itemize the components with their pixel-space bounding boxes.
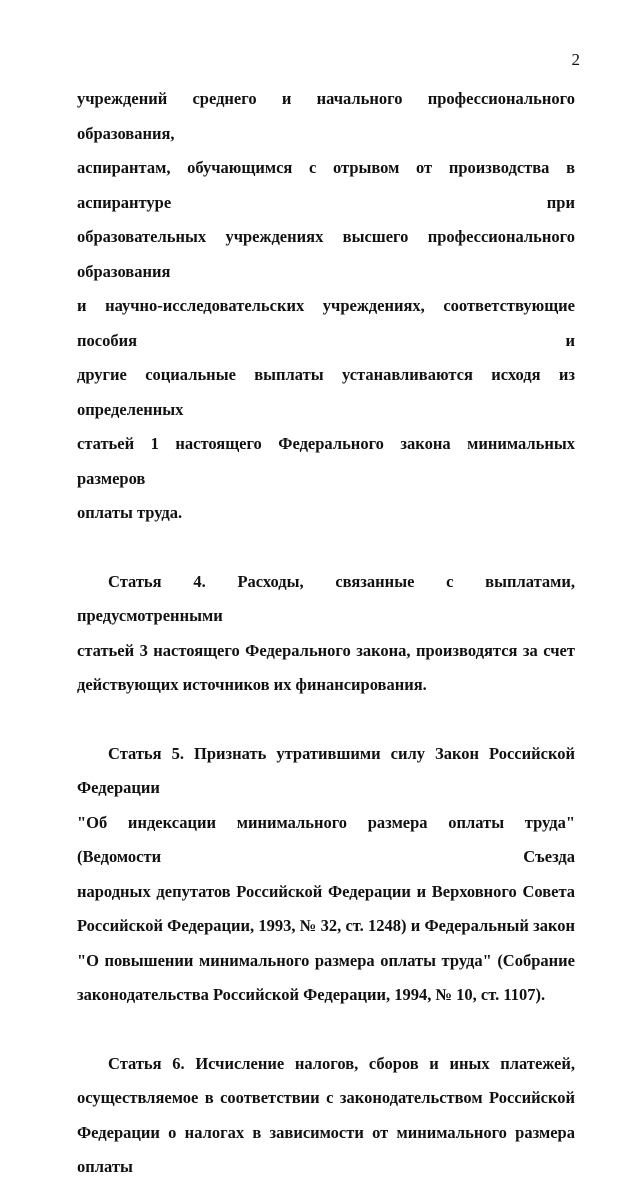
- text-line: статьей 1 настоящего Федерального закона минимальных размеров: [77, 434, 575, 488]
- text-line: "О повышении минимального размера оплаты труда" (Собрание: [77, 950, 575, 970]
- text-line: "Об индексации минимального размера оплаты труда"(Ведомости Съезда: [77, 812, 575, 866]
- article-4-label: Статья 4.: [108, 571, 206, 591]
- page-number: 2: [571, 50, 580, 69]
- text-line: статьей 3 настоящего Федерального закона, производятся за счет: [77, 640, 575, 660]
- text-line: образовательных учреждениях высшего профессионального образования: [77, 227, 575, 281]
- text-line: законодательства Российской Федерации, 1994, № 10, ст. 1107).: [77, 985, 546, 1004]
- article-5-label: Статья 5.: [108, 743, 184, 763]
- text-line: народных депутатов Российской Федерации и Верховного Совета: [77, 881, 575, 901]
- text-line: Российской Федерации, 1993, № 32, ст. 1248) и Федеральный закон: [77, 916, 575, 935]
- text-line: учреждений среднего и начального профессионального образования,: [77, 89, 575, 143]
- article-4-first-line: [77, 565, 575, 634]
- text-line: и научно-исследовательских учреждениях, соответствующие пособия и: [77, 296, 575, 350]
- article-6-text: Исчисление налогов, сборов и иных платежей,: [195, 1053, 575, 1073]
- article-5-first-line: [77, 737, 575, 806]
- article-6-label: Статья 6.: [108, 1053, 185, 1073]
- article-5-text: Признать утратившими силу Закон Российской Федерации: [77, 743, 575, 797]
- text-line: Федерации о налогах в зависимости от минимального размера оплаты: [77, 1122, 575, 1176]
- document-body: [77, 82, 575, 1185]
- text-line: осуществляемое в соответствии с законодательством Российской: [77, 1088, 575, 1107]
- text-line: другие социальные выплаты устанавливаются исходя из определенных: [77, 365, 575, 419]
- text-line: действующих источников их финансирования.: [77, 675, 427, 694]
- text-line: оплаты труда.: [77, 503, 183, 522]
- text-line: аспирантам, обучающимся с отрывом от производства в аспирантуре при: [77, 158, 575, 212]
- article-4-text: Расходы, связанные с выплатами, предусмотренными: [77, 571, 575, 625]
- article-6-first-line: [77, 1047, 575, 1082]
